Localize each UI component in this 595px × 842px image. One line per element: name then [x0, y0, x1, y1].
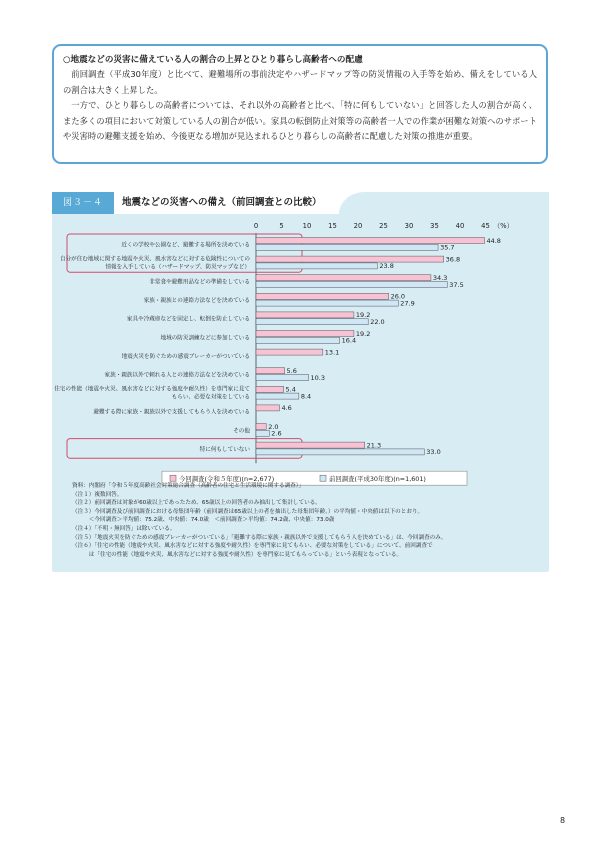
bar-value-label: 5.6 — [286, 367, 297, 375]
x-tick-label: 20 — [353, 222, 363, 230]
category-label: その他 — [233, 428, 250, 435]
figure-notes — [72, 482, 542, 559]
bar-value-label: 4.6 — [281, 404, 292, 413]
bar-value-label: 16.4 — [341, 336, 357, 345]
figure-title: 地震などの災害への備え（前回調査との比較） — [122, 197, 322, 208]
bar-current — [256, 442, 365, 448]
bar-previous — [256, 300, 398, 306]
category-label: 情報を入手している（ハザードマップ、防災マップなど） — [105, 264, 250, 271]
x-tick-label: 45 — [481, 222, 490, 230]
bar-current — [256, 368, 285, 374]
bar-value-label: 26.0 — [390, 292, 406, 301]
x-tick-label: 40 — [455, 222, 465, 230]
category-label: 地震火災を防ぐための感震ブレーカーがついている — [121, 353, 250, 360]
bar-value-label: 19.2 — [355, 329, 371, 338]
note-5: （注５）「地震火災を防ぐための感震ブレーカーがついている」「避難する際に家族・親族以外で支援してもらう人を決めている」は、今回調査のみ。 — [72, 534, 447, 541]
bar-previous — [256, 319, 368, 325]
bar-value-label: 5.4 — [285, 385, 296, 394]
x-tick-label: 5 — [279, 222, 284, 230]
bar-value-label: 10.3 — [310, 373, 326, 382]
x-tick-label: 0 — [253, 222, 259, 230]
bar-previous — [256, 449, 424, 455]
bar-value-label: 8.4 — [300, 392, 312, 401]
bar-previous — [256, 263, 377, 269]
bar-current — [256, 331, 354, 337]
summary-paragraph-2: 一方で、ひとり暮らしの高齢者については、それ以外の高齢者と比べ、「特に何もしていない」と回答した人の割合が高く、また多くの項目において対策している人の割合が低い。家具の転倒防止対策等の高齢者一人での作業が困難な対策へのサポートや災害時の避難支援を始め、今後更なる増加が見込まれるひとり暮らしの高齢者に配慮した対策の推進が重要。 — [63, 100, 537, 142]
summary-paragraph-1: 前回調査（平成30年度）と比べて、避難場所の事前決定やハザードマップ等の防災情報の入手等を始め、備えをしている人の割合は大きく上昇した。 — [63, 69, 537, 95]
note-2: （注２）前回調査は対象が60歳以上であったため、65歳以上の回答者のみ抽出して集計している。 — [72, 500, 321, 507]
bar-current — [256, 238, 484, 244]
summary-title: ○地震などの災害に備えている人の割合の上昇とひとり暮らし高齢者への配慮 — [63, 55, 363, 65]
bar-value-label: 44.8 — [486, 236, 501, 245]
category-label: 家族・親族との連絡方法などを決めている — [143, 298, 250, 305]
category-label: もらい、必要な対策をしている — [171, 394, 250, 401]
bar-previous — [256, 430, 269, 436]
bar-current — [256, 256, 444, 262]
bar-value-label: 23.8 — [379, 262, 394, 271]
bar-current — [256, 424, 266, 430]
bar-current — [256, 405, 279, 411]
bar-value-label: 19.2 — [355, 311, 371, 320]
figure-label: 図３－４ — [52, 192, 114, 214]
category-label: 近くの学校や公園など、避難する場所を決めている — [121, 242, 250, 249]
bar-previous — [256, 393, 299, 399]
bar-value-label: 33.0 — [426, 448, 441, 457]
note-6: （注６）「住宅の性能（地震や火災、風水害などに対する強度や耐久性）を専門家に見てもらい、必要な対策をしている」について、前回調査で — [72, 543, 433, 550]
bar-value-label: 36.8 — [445, 255, 461, 264]
bar-previous — [256, 244, 438, 250]
category-label: 家具や冷蔵庫などを固定し、転倒を防止している — [126, 316, 250, 323]
bar-current — [256, 275, 431, 281]
page-number: 8 — [560, 816, 566, 825]
category-label: 自分が住む地域に関する地震や火災、風水害などに対する危険性についての — [59, 256, 250, 263]
category-label: 避難する際に家族・親族以外で支援してもらう人を決めている — [93, 409, 250, 416]
note-1: （注１）複数回答。 — [72, 491, 123, 498]
bar-previous — [256, 375, 309, 381]
category-label: 非常食や避難用品などの準備をしている — [149, 279, 250, 286]
x-tick-label: 15 — [328, 222, 337, 230]
bar-value-label: 27.9 — [400, 299, 415, 308]
bar-current — [256, 293, 389, 299]
bar-current — [256, 349, 323, 355]
category-label: 地域の防災訓練などに参加している — [160, 335, 250, 342]
note-4: （注４）「不明・無回答」は除いている。 — [72, 525, 176, 532]
x-tick-label: 10 — [302, 222, 312, 230]
category-label: 家族・親族以外で頼れる人との連絡方法などを決めている — [104, 372, 250, 379]
x-tick-label: 25 — [379, 222, 388, 230]
bar-value-label: 21.3 — [366, 441, 382, 450]
bar-chart — [52, 216, 549, 484]
highlight-box-nothing — [67, 439, 302, 459]
bar-value-label: 34.3 — [432, 274, 448, 282]
unit-label: （%） — [493, 222, 514, 230]
category-label: 住宅の性能（地震や火災、風水害などに対する強度や耐久性）を専門家に見て — [54, 386, 250, 393]
bar-current — [256, 386, 284, 392]
legend-swatch — [170, 475, 176, 481]
category-label: 特に何もしていない — [199, 446, 250, 453]
bar-previous — [256, 282, 447, 288]
bar-value-label: 2.0 — [268, 422, 279, 431]
bar-value-label: 35.7 — [440, 243, 455, 252]
note-source: 資料：内閣府「令和５年度高齢社会対策総合調査（高齢者の住宅と生活環境に関する調査）」 — [72, 483, 305, 489]
summary-box — [52, 44, 548, 164]
x-tick-label: 30 — [404, 222, 414, 230]
legend-swatch — [320, 475, 326, 481]
bar-value-label: 22.0 — [370, 318, 385, 326]
legend-label: 前回調査(平成30年度)(n=1,601) — [329, 475, 426, 484]
bar-previous — [256, 337, 340, 343]
bar-value-label: 2.6 — [271, 429, 282, 438]
figure-header-curve — [339, 192, 549, 214]
bar-value-label: 13.1 — [324, 348, 340, 357]
note-6-cont: は「住宅の性能（地震や火災、風水害などに対する強度や耐久性）を専門家に見てもらっている」という表現となっている。 — [72, 551, 403, 558]
bar-value-label: 37.5 — [449, 280, 464, 289]
note-3-detail: ＜今回調査＞平均値：75.2歳、中央値：74.0歳 ＜前回調査＞平均値：74.2歳、中央値：73.0歳 — [72, 517, 335, 524]
bar-current — [256, 312, 354, 318]
x-tick-label: 35 — [430, 222, 439, 230]
legend-label: 今回調査(令和５年度)(n=2,677) — [179, 475, 275, 484]
note-3: （注３）今回調査及び前回調査における母集団年齢（前回調査は65歳以上の者を抽出した母集団年齢。）の平均値・中央値は以下のとおり。 — [72, 508, 424, 515]
